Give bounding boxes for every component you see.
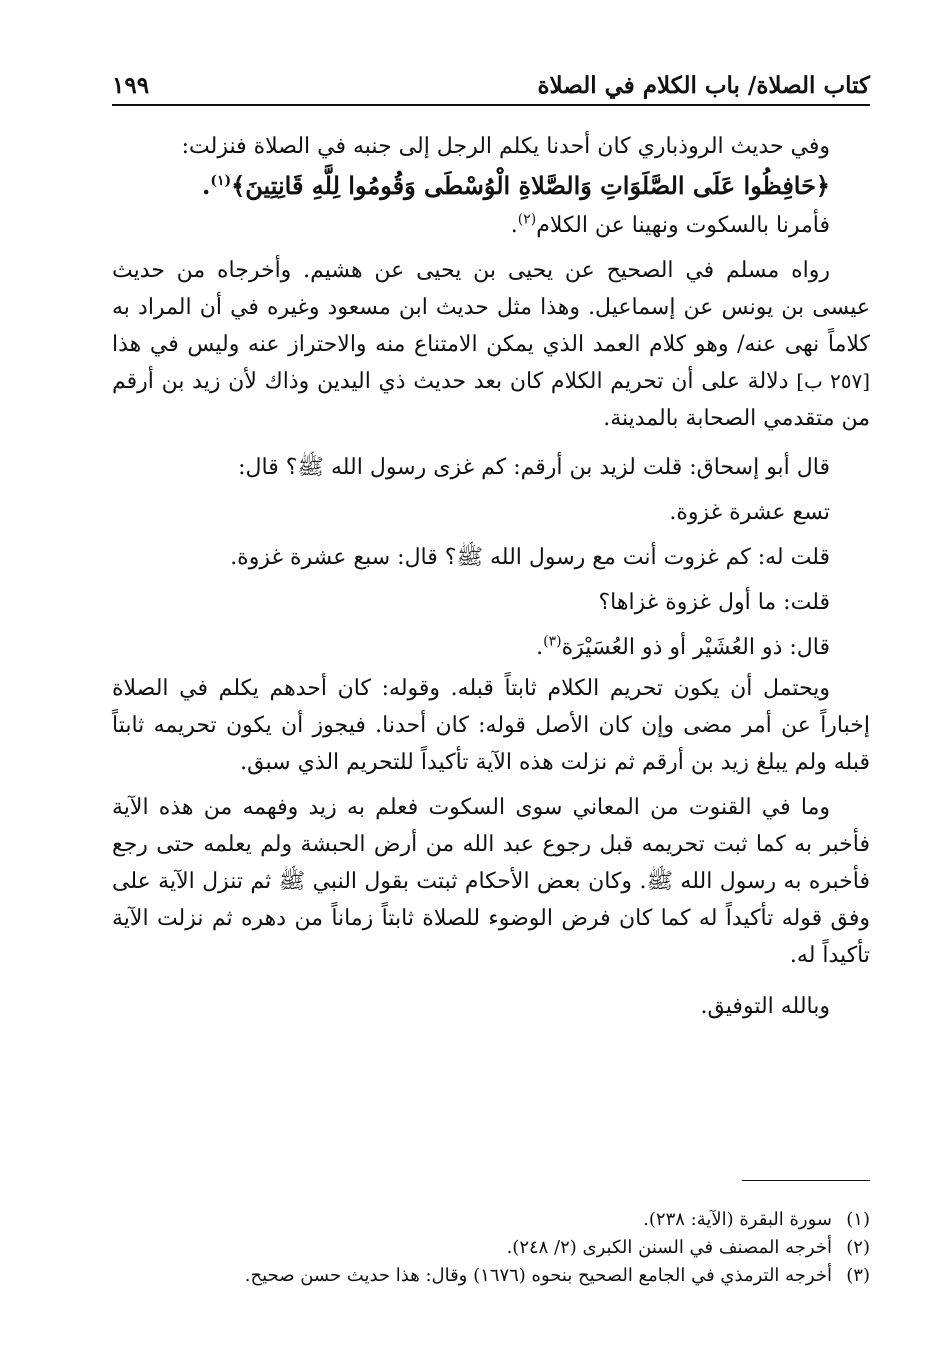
- dialogue-line-4: قلت: ما أول غزوة غزاها؟: [598, 590, 830, 615]
- footnote-text: أخرجه الترمذي في الجامع الصحيح بنحوه (١٦٧٦) وقال: هذا حديث حسن صحيح.: [244, 1265, 832, 1286]
- footnote-divider: [742, 1180, 870, 1181]
- dialogue-block: [112, 445, 870, 670]
- command-text: فأمرنا بالسكوت ونهينا عن الكلام: [536, 213, 830, 238]
- footnote-text: أخرجه المصنف في السنن الكبرى (٢/ ٢٤٨).: [506, 1237, 832, 1258]
- footnote-number: (٢): [846, 1237, 870, 1258]
- footnote-ref-3: (٣): [543, 633, 562, 650]
- spacer: [112, 437, 870, 445]
- spacer: [112, 244, 870, 252]
- running-title: كتاب الصلاة/ باب الكلام في الصلاة: [537, 72, 870, 99]
- dialogue-line-5-text: قال: ذو العُشَيْر أو ذو العُسَيْرَة: [561, 635, 830, 660]
- footnote-1: [112, 1206, 870, 1234]
- dialogue-line-3: قلت له: كم غزوت أنت مع رسول الله ﷺ؟ قال: سبع عشرة غزوة.: [230, 545, 830, 570]
- verse-text: ﴿حَافِظُوا عَلَى الصَّلَوَاتِ وَالصَّلاةِ الْوُسْطَى وَقُومُوا لِلَّهِ قَانِتِينَ﴾: [231, 171, 830, 200]
- paragraph-qunut: وما في القنوت من المعاني سوى السكوت فعلم به زيد وفهمه من هذه الآية فأخبر به كما ثبت تحريمه قبل رجوع عبد الله من أرض الحبشة ولم يعلمه حتى رجع فأخبره به رسول الله ﷺ. وكان بعض الأحكام ثبتت بقول النبي ﷺ ثم تنزل الآية على وفق قوله تأكيداً له كما كان فرض الوضوء للصلاة ثابتاً زماناً من دهره ثم نزلت الآية تأكيداً له.: [112, 795, 870, 968]
- footnote-number: (٣): [846, 1265, 870, 1286]
- paragraph-intro: وفي حديث الروذباري كان أحدنا يكلم الرجل إلى جنبه في الصلاة فنزلت:: [181, 134, 830, 159]
- main-text: [112, 128, 870, 1025]
- footnote-ref-1: (١): [210, 173, 232, 189]
- page-header: [112, 60, 870, 106]
- footnote-2: [112, 1234, 870, 1262]
- quran-verse: [112, 165, 870, 207]
- book-page: [112, 60, 870, 1286]
- page-number: ١٩٩: [112, 72, 150, 99]
- dialogue-line-1: قال أبو إسحاق: قلت لزيد بن أرقم: كم غزى رسول الله ﷺ؟ قال:: [238, 455, 830, 480]
- narration-text-b: دلالة على أن تحريم الكلام كان بعد حديث ذي اليدين وذاك لأن زيد بن أرقم من متقدمي الصحابة بالمدينة.: [112, 369, 870, 431]
- verse-end: .: [202, 171, 211, 200]
- paragraph-narration: [112, 252, 870, 437]
- footnote-ref-2: (٢): [517, 211, 537, 228]
- paragraph-possibility: ويحتمل أن يكون تحريم الكلام ثابتاً قبله. وقوله: كان أحدهم يكلم في الصلاة إخباراً عن أمر مضى وإن كان الأصل قوله: كان أحدنا. فيجوز أن يكون تحريمه ثابتاً قبله ولم يبلغ زيد بن أرقم ثم نزلت هذه الآية تأكيداً للتحريم الذي سبق.: [112, 676, 870, 775]
- footnote-number: (١): [846, 1209, 870, 1230]
- footnotes: [112, 1206, 870, 1290]
- narration-text-a: رواه مسلم في الصحيح عن يحيى بن يحيى عن هشيم. وأخرجاه من حديث عيسى بن يونس عن إسماعيل. وهذا مثل حديث ابن مسعود وغيره في أن المراد به كلاماً نهى عنه/ وهو كلام العمد الذي يمكن الامتناع منه والاحتراز عنه وليس في هذا: [112, 258, 870, 357]
- footnote-text: سورة البقرة (الآية: ٢٣٨).: [643, 1209, 832, 1230]
- closing-line: وبالله التوفيق.: [700, 994, 830, 1019]
- manuscript-folio-marker: [٢٥٧ ب]: [796, 369, 870, 393]
- paragraph-command: [112, 207, 870, 244]
- command-end: .: [510, 213, 518, 238]
- spacer: [112, 781, 870, 789]
- dialogue-line-5: [112, 625, 870, 670]
- dialogue-line-5-end: .: [536, 635, 544, 660]
- dialogue-line-2: تسع عشرة غزوة.: [669, 500, 830, 525]
- footnote-3: [112, 1262, 870, 1290]
